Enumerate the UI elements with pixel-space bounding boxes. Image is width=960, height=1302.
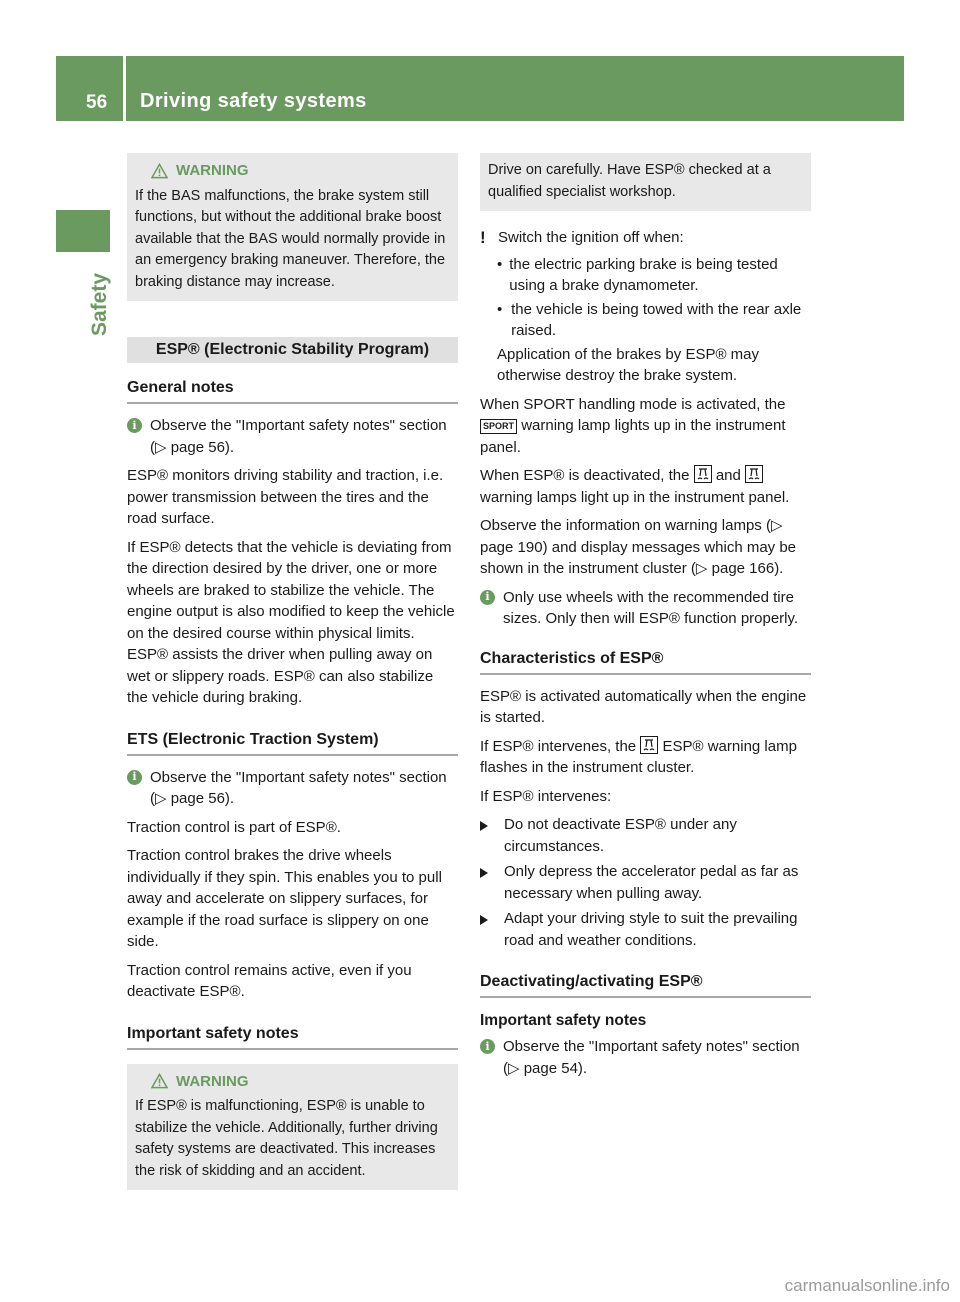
paragraph: If ESP® intervenes: — [480, 787, 612, 805]
characteristics-heading: Characteristics of ESP® — [480, 650, 811, 675]
paragraph: ESP® is activated automatically when the engine is started. — [480, 687, 807, 726]
warning-box-esp — [127, 1064, 458, 1191]
workshop-box — [480, 153, 811, 211]
ets-heading: ETS (Electronic Traction System) — [127, 731, 458, 756]
info-icon: i — [480, 1039, 495, 1054]
info-text: Observe the "Important safety notes" section (▷ page 56). — [150, 768, 447, 807]
exclamation-icon: ! — [480, 228, 486, 247]
sport-lamp-icon: SPORT — [480, 419, 517, 434]
section-title: Driving safety systems — [140, 90, 367, 112]
warning-title-text: WARNING — [176, 1072, 249, 1090]
info-text: Only use wheels with the recommended tire sizes. Only then will ESP® function properly. — [503, 588, 799, 627]
step-arrow-icon — [480, 868, 496, 878]
bullet-icon: • — [497, 300, 503, 318]
paragraph: If ESP® detects that the vehicle is deviating from the direction desired by the driver, one or more wheels are braked to stabilize the vehicle. The engine output is also modified to keep the vehicle on the desired course within physical limits. ESP® assists the driver when pulling away on wet or slippery roads. ESP® can also stabilize the vehicle during braking. — [127, 538, 455, 706]
intervenes-paragraph — [480, 736, 811, 779]
attention-text: Switch the ignition off when: — [498, 229, 684, 246]
list-item-text: the vehicle is being towed with the rear axle raised. — [511, 300, 802, 339]
general-notes-heading: General notes — [127, 379, 458, 404]
warning-title-text: WARNING — [176, 162, 249, 179]
text: warning lamps light up in the instrument panel. — [480, 488, 790, 506]
step-text: Adapt your driving style to suit the prevailing road and weather conditions. — [504, 910, 798, 949]
paragraph: Application of the brakes by ESP® may otherwise destroy the brake system. — [497, 345, 760, 384]
info-icon: i — [127, 418, 142, 433]
info-text: Observe the "Important safety notes" section (▷ page 56). — [150, 417, 447, 456]
attention-note — [480, 227, 811, 249]
info-note — [127, 767, 458, 810]
step-text: Only depress the accelerator pedal as far as necessary when pulling away. — [504, 863, 799, 902]
warning-triangle-icon — [151, 1073, 168, 1089]
text: When ESP® is deactivated, the — [480, 467, 690, 484]
list-item — [480, 299, 811, 341]
important-safety-heading: Important safety notes — [127, 1025, 458, 1050]
paragraph: ESP® monitors driving stability and traction, i.e. power transmission between the tires and the road surface. — [127, 467, 444, 527]
paragraph: Traction control is part of ESP®. — [127, 818, 341, 836]
step-text: Do not deactivate ESP® under any circumstances. — [504, 816, 737, 855]
text: ESP® warning lamp flashes in the instrument cluster. — [480, 737, 797, 776]
esp-lamp-icon — [745, 465, 763, 483]
warning-text: If the BAS malfunctions, the brake system still functions, but without the additional brake boost available that the BAS would normally provide in an emergency braking maneuver. Therefore, the braking distance may increase. — [135, 187, 446, 290]
esp-off-lamp-icon — [694, 465, 712, 483]
deactivating-heading: Deactivating/activating ESP® — [480, 973, 811, 998]
watermark: carmanualsonline.info — [784, 1276, 950, 1295]
step-arrow-icon — [480, 915, 496, 925]
warning-title — [135, 1071, 450, 1093]
info-note — [480, 587, 811, 630]
sport-paragraph — [480, 394, 811, 459]
bullet-icon: • — [497, 255, 503, 273]
box-text: Drive on carefully. Have ESP® checked at a qualified specialist workshop. — [488, 162, 771, 200]
left-column — [127, 153, 458, 1200]
esp-lamp-icon — [640, 736, 658, 754]
page-number: 56 — [86, 92, 108, 113]
step-item — [480, 861, 811, 904]
esp-section-heading: ESP® (Electronic Stability Program) — [127, 337, 458, 363]
warning-box-bas — [127, 153, 458, 301]
step-item — [480, 814, 811, 857]
paragraph: Traction control brakes the drive wheels individually if they spin. This enables you to pull away and accelerate on slippery surfaces, for example if the road surface is slippery on one side. — [127, 847, 442, 950]
header-divider — [123, 56, 126, 121]
warning-text: If ESP® is malfunctioning, ESP® is unable to stabilize the vehicle. Additionally, further driving safety systems are deactivated. This increases the risk of skidding and an accident. — [135, 1098, 438, 1179]
paragraph: Observe the information on warning lamps (▷ page 190) and display messages which may be shown in the instrument cluster (▷ page 166). — [480, 517, 797, 577]
info-icon: i — [480, 590, 495, 605]
step-arrow-icon — [480, 821, 496, 831]
list-item — [480, 254, 811, 296]
important-subheading: Important safety notes — [480, 1012, 647, 1029]
text: warning lamp lights up in the instrument panel. — [480, 417, 786, 456]
text: When SPORT handling mode is activated, the — [480, 395, 786, 413]
side-tab-label: Safety — [88, 272, 111, 336]
warning-title — [135, 160, 450, 182]
text: If ESP® intervenes, the — [480, 737, 637, 755]
info-icon: i — [127, 770, 142, 785]
paragraph: Traction control remains active, even if you deactivate ESP®. — [127, 961, 412, 1000]
side-tab-block — [56, 210, 110, 252]
warning-triangle-icon — [151, 163, 168, 179]
deactivated-paragraph — [480, 465, 811, 508]
list-item-text: the electric parking brake is being tested using a brake dynamometer. — [509, 255, 778, 294]
step-item — [480, 908, 811, 951]
right-column — [480, 153, 811, 1086]
info-text: Observe the "Important safety notes" section (▷ page 54). — [503, 1038, 800, 1077]
info-note — [480, 1036, 811, 1079]
text: and — [715, 467, 741, 484]
info-note — [127, 415, 458, 458]
